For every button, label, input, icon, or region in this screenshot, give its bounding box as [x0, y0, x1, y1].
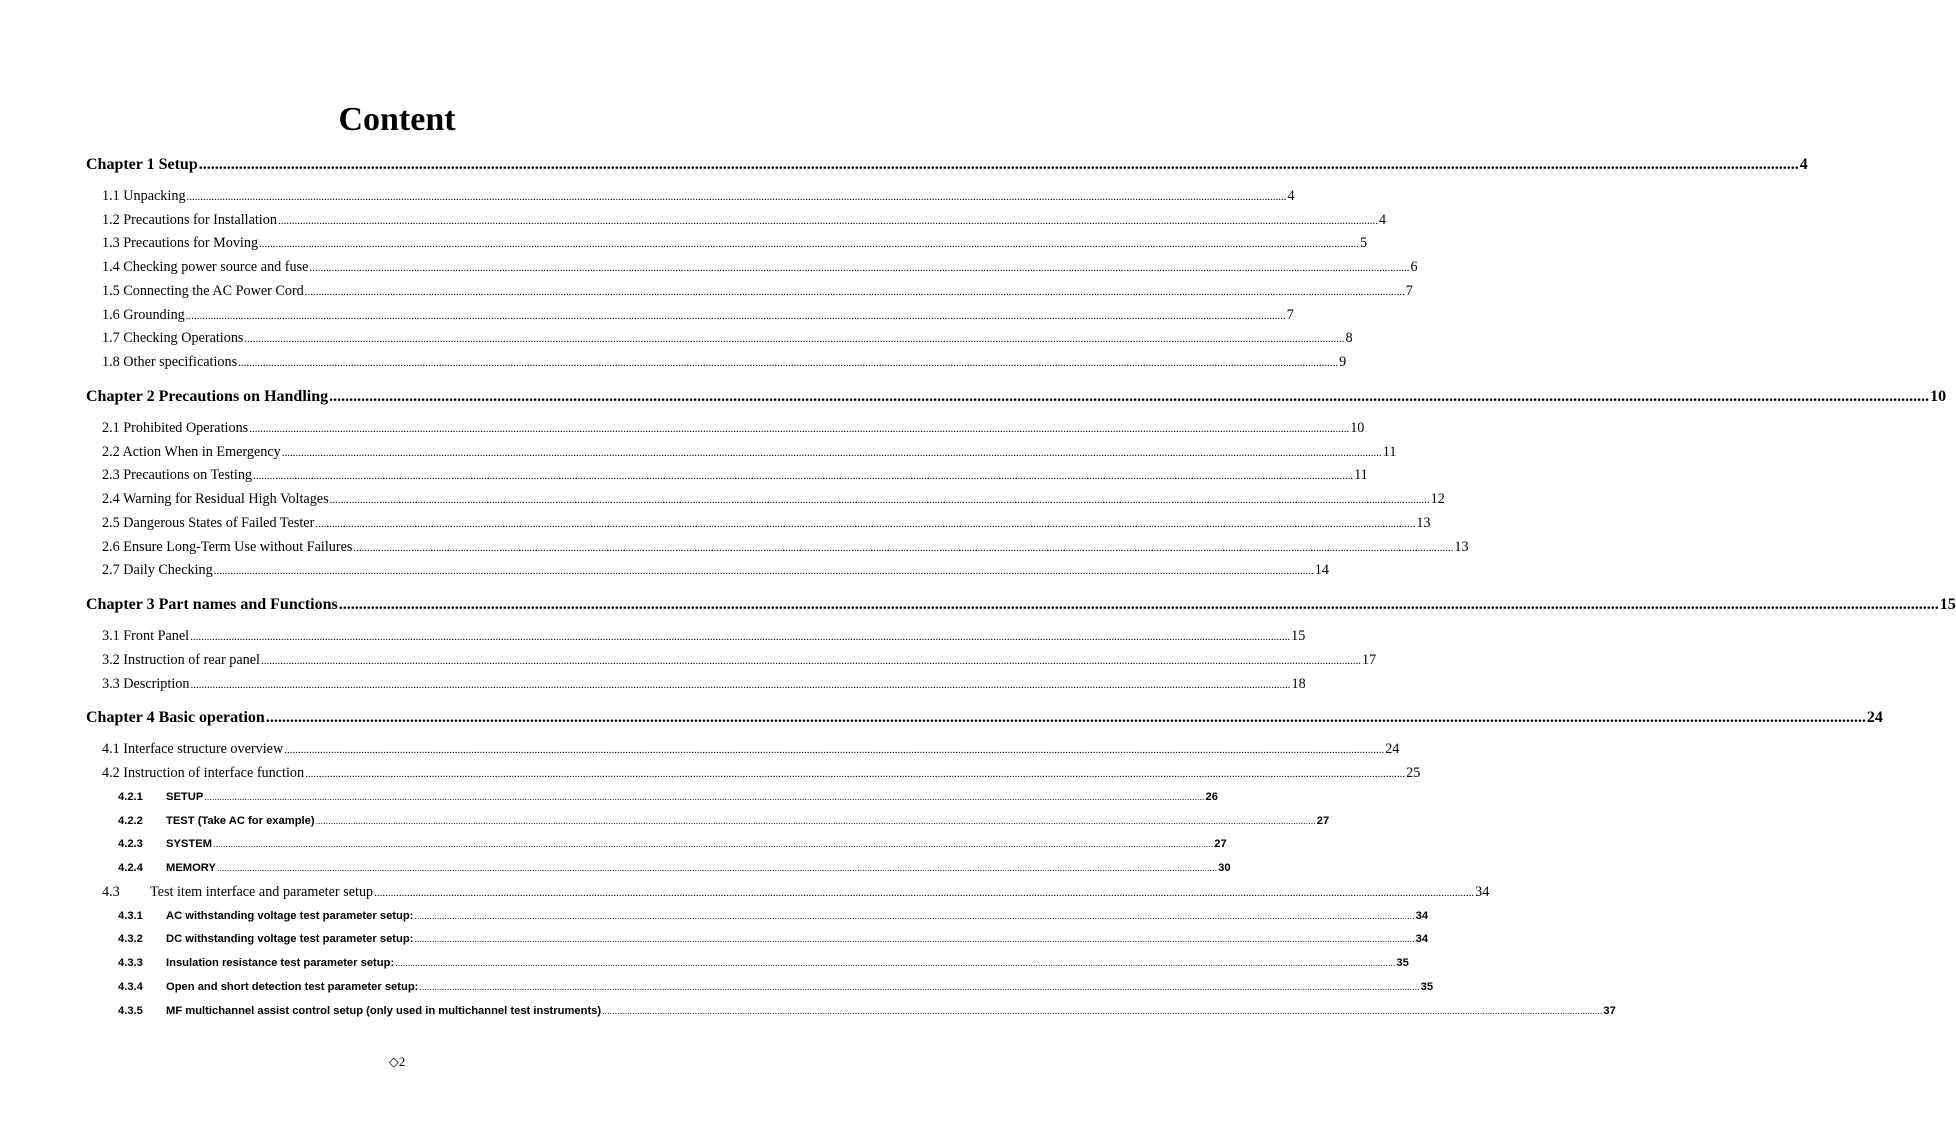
toc-section-entry[interactable] [102, 561, 1329, 580]
toc-entry-label: 2.3 Precautions on Testing [102, 467, 253, 483]
toc-page-number: 4 [1378, 212, 1387, 228]
toc-entry-title: MF multichannel assist control setup (only used in multichannel test instruments) [166, 1005, 602, 1017]
toc-page-number: 13 [1454, 539, 1469, 555]
toc-entry-label [118, 790, 203, 805]
toc-entry-label: 2.4 Warning for Residual High Voltages [102, 491, 329, 507]
toc-subsection-entry[interactable] [118, 956, 1409, 971]
toc-entry-number: 4.3.2 [118, 933, 143, 945]
toc-page-number: 10 [1350, 420, 1365, 436]
toc-page-number: 18 [1291, 676, 1306, 692]
toc-page-number: 24 [1866, 709, 1883, 726]
toc-dot-leader: ................................................................................................................................................................................................................................................................................................................................................................................................................ [185, 310, 1286, 322]
toc-subsection-entry[interactable] [118, 790, 1218, 805]
toc-entry-label: 1.6 Grounding [102, 307, 185, 323]
toc-dot-leader: ................................................................................................................................................................................................................................................................................................................................................................................................................ [284, 744, 1385, 756]
toc-entry-title: SETUP [166, 791, 204, 803]
toc-dot-leader: ................................................................................................................................................................................................................................................................................................................................................................................................................ [414, 934, 1415, 944]
toc-page-number: 35 [1420, 981, 1434, 993]
toc-entry-label [118, 980, 418, 995]
toc-dot-leader: ................................................................................................................................................................................................................................................................................................................................................................................................................ [198, 156, 1799, 173]
toc-section-entry[interactable] [102, 282, 1413, 301]
toc-entry-label: 4.2 Instruction of interface function [102, 765, 305, 781]
toc-page-number: 35 [1396, 957, 1409, 969]
toc-entry-label: 1.3 Precautions for Moving [102, 235, 259, 251]
toc-dot-leader: ................................................................................................................................................................................................................................................................................................................................................................................................................ [204, 792, 1205, 802]
toc-subsection-entry[interactable] [118, 837, 1227, 852]
toc-dot-leader: ................................................................................................................................................................................................................................................................................................................................................................................................................ [281, 447, 1382, 459]
toc-entry-label: Chapter 4 Basic operation [86, 709, 265, 726]
toc-entry-label: Chapter 3 Part names and Functions [86, 596, 338, 613]
toc-chapter-entry[interactable] [86, 708, 1883, 728]
toc-entry-title: TEST (Take AC for example) [166, 815, 315, 827]
toc-entry-label: 2.1 Prohibited Operations [102, 420, 249, 436]
toc-page-number: 15 [1939, 596, 1956, 613]
toc-entry-number: 4.3 [102, 884, 120, 900]
toc-entry-label [118, 861, 216, 876]
toc-entry-label [102, 883, 373, 901]
toc-page-number: 34 [1415, 910, 1429, 922]
toc-entry-number: 4.3.4 [118, 981, 143, 993]
toc-dot-leader: ................................................................................................................................................................................................................................................................................................................................................................................................................ [309, 262, 1410, 274]
toc-dot-leader: ................................................................................................................................................................................................................................................................................................................................................................................................................ [238, 357, 1339, 369]
toc-dot-leader: ................................................................................................................................................................................................................................................................................................................................................................................................................ [353, 542, 1454, 554]
toc-entry-label: 1.7 Checking Operations [102, 330, 244, 346]
toc-entry-label [118, 932, 413, 947]
page-title: Content [338, 101, 456, 138]
toc-page-number: 34 [1415, 933, 1429, 945]
toc-page-number: 4 [1799, 156, 1808, 173]
toc-page-number: 9 [1339, 354, 1347, 370]
toc-entry-number: 4.2.3 [118, 838, 143, 850]
toc-page-number: 17 [1361, 652, 1377, 668]
toc-dot-leader: ................................................................................................................................................................................................................................................................................................................................................................................................................ [374, 887, 1475, 899]
toc-entry-label: 1.5 Connecting the AC Power Cord [102, 283, 304, 299]
toc-dot-leader: ................................................................................................................................................................................................................................................................................................................................................................................................................ [395, 958, 1396, 968]
toc-entry-label: 2.7 Daily Checking [102, 562, 213, 578]
toc-subsection-entry[interactable] [118, 814, 1330, 829]
toc-page-number: 30 [1218, 862, 1231, 874]
toc-entry-label [118, 909, 413, 924]
toc-entry-number: 4.2.2 [118, 815, 143, 827]
toc-entry-label [118, 956, 394, 971]
toc-entry-label: 3.1 Front Panel [102, 628, 190, 644]
toc-entry-label [118, 814, 315, 829]
toc-section-entry[interactable] [102, 306, 1294, 325]
toc-section-entry[interactable] [102, 443, 1397, 462]
toc-page-number: 25 [1406, 765, 1421, 781]
toc-dot-leader: ................................................................................................................................................................................................................................................................................................................................................................................................................ [244, 333, 1345, 345]
toc-entry-label: Chapter 1 Setup [86, 156, 198, 173]
toc-page-number: 27 [1214, 838, 1227, 850]
toc-section-entry[interactable] [102, 211, 1387, 230]
toc-entry-label: 2.5 Dangerous States of Failed Tester [102, 515, 315, 531]
toc-page-number: 15 [1291, 628, 1306, 644]
toc-page-number: 11 [1382, 444, 1397, 460]
toc-page-number: 13 [1416, 515, 1431, 531]
toc-dot-leader: ................................................................................................................................................................................................................................................................................................................................................................................................................ [602, 1006, 1603, 1016]
toc-entry-title: AC withstanding voltage test parameter setup: [166, 910, 414, 922]
toc-entry-label: 1.8 Other specifications [102, 354, 238, 370]
toc-page-number: 37 [1603, 1005, 1616, 1017]
toc-page-number: 8 [1345, 330, 1353, 346]
toc-entry-title: MEMORY [166, 862, 216, 874]
toc-entry-label: 2.2 Action When in Emergency [102, 444, 281, 460]
toc-page-number: 14 [1314, 562, 1329, 578]
toc-subsection-entry[interactable] [118, 909, 1429, 924]
toc-dot-leader: ................................................................................................................................................................................................................................................................................................................................................................................................................ [249, 423, 1350, 435]
toc-entry-label: 4.1 Interface structure overview [102, 741, 284, 757]
toc-entry-label [118, 837, 212, 852]
toc-entry-label: 1.4 Checking power source and fuse [102, 259, 309, 275]
toc-page-number: 5 [1360, 235, 1368, 251]
toc-section-entry[interactable] [102, 514, 1431, 533]
toc-dot-leader: ................................................................................................................................................................................................................................................................................................................................................................................................................ [419, 982, 1420, 992]
toc-entry-number: 4.2.4 [118, 862, 143, 874]
toc-dot-leader: ................................................................................................................................................................................................................................................................................................................................................................................................................ [260, 655, 1361, 667]
toc-subsection-entry[interactable] [118, 1004, 1616, 1019]
toc-section-entry[interactable] [102, 883, 1490, 902]
toc-page-number: 24 [1385, 741, 1400, 757]
toc-dot-leader: ................................................................................................................................................................................................................................................................................................................................................................................................................ [213, 565, 1314, 577]
toc-page-number: 27 [1316, 815, 1330, 827]
toc-page-number: 12 [1430, 491, 1445, 507]
toc-page-number: 11 [1354, 467, 1368, 483]
toc-entry-label: 1.1 Unpacking [102, 188, 186, 204]
toc-section-entry[interactable] [102, 627, 1306, 646]
toc-entry-label: 2.6 Ensure Long-Term Use without Failures [102, 539, 353, 555]
toc-section-entry[interactable] [102, 740, 1400, 759]
toc-dot-leader: ................................................................................................................................................................................................................................................................................................................................................................................................................ [190, 679, 1291, 691]
toc-dot-leader: ................................................................................................................................................................................................................................................................................................................................................................................................................ [338, 596, 1939, 613]
toc-section-entry[interactable] [102, 675, 1306, 694]
toc-dot-leader: ................................................................................................................................................................................................................................................................................................................................................................................................................ [259, 238, 1360, 250]
toc-page-number: 26 [1205, 791, 1218, 803]
toc-section-entry[interactable] [102, 466, 1368, 485]
toc-section-entry[interactable] [102, 419, 1365, 438]
toc-dot-leader: ................................................................................................................................................................................................................................................................................................................................................................................................................ [186, 191, 1287, 203]
toc-entry-number: 4.3.5 [118, 1005, 143, 1017]
toc-page-number: 4 [1287, 188, 1295, 204]
toc-entry-label: 3.2 Instruction of rear panel [102, 652, 260, 668]
toc-dot-leader: ................................................................................................................................................................................................................................................................................................................................................................................................................ [213, 839, 1214, 849]
toc-section-entry[interactable] [102, 490, 1445, 509]
toc-section-entry[interactable] [102, 538, 1469, 557]
toc-section-entry[interactable] [102, 329, 1353, 348]
toc-dot-leader: ................................................................................................................................................................................................................................................................................................................................................................................................................ [315, 816, 1316, 826]
toc-page-number: 10 [1930, 388, 1947, 405]
toc-subsection-entry[interactable] [118, 980, 1434, 995]
toc-dot-leader: ................................................................................................................................................................................................................................................................................................................................................................................................................ [216, 863, 1218, 873]
toc-entry-label: 3.3 Description [102, 676, 190, 692]
toc-section-entry[interactable] [102, 187, 1295, 206]
toc-subsection-entry[interactable] [118, 932, 1429, 947]
toc-section-entry[interactable] [102, 353, 1347, 372]
toc-dot-leader: ................................................................................................................................................................................................................................................................................................................................................................................................................ [329, 494, 1430, 506]
toc-section-entry[interactable] [102, 234, 1368, 253]
toc-chapter-entry[interactable] [86, 387, 1947, 407]
toc-entry-title: Open and short detection test parameter setup: [166, 981, 419, 993]
toc-dot-leader: ................................................................................................................................................................................................................................................................................................................................................................................................................ [190, 631, 1291, 643]
toc-dot-leader: ................................................................................................................................................................................................................................................................................................................................................................................................................ [305, 768, 1406, 780]
toc-entry-title: DC withstanding voltage test parameter setup: [166, 933, 414, 945]
toc-dot-leader: ................................................................................................................................................................................................................................................................................................................................................................................................................ [253, 470, 1354, 482]
toc-entry-title: Insulation resistance test parameter setup: [166, 957, 395, 969]
toc-chapter-entry[interactable] [86, 155, 1808, 175]
toc-page-number: 7 [1286, 307, 1294, 323]
toc-dot-leader: ................................................................................................................................................................................................................................................................................................................................................................................................................ [265, 709, 1866, 726]
toc-entry-title: Test item interface and parameter setup [150, 884, 374, 900]
toc-page-number: 34 [1475, 884, 1490, 900]
toc-entry-number: 4.3.3 [118, 957, 143, 969]
toc-dot-leader: ................................................................................................................................................................................................................................................................................................................................................................................................................ [315, 518, 1416, 530]
toc-subsection-entry[interactable] [118, 861, 1231, 876]
toc-dot-leader: ................................................................................................................................................................................................................................................................................................................................................................................................................ [277, 215, 1378, 227]
toc-entry-number: 4.2.1 [118, 791, 143, 803]
toc-chapter-entry[interactable] [86, 595, 1956, 615]
toc-dot-leader: ................................................................................................................................................................................................................................................................................................................................................................................................................ [414, 911, 1415, 921]
toc-entry-label: Chapter 2 Precautions on Handling [86, 388, 329, 405]
toc-entry-label [118, 1004, 601, 1019]
toc-section-entry[interactable] [102, 764, 1421, 783]
toc-page-number: 6 [1410, 259, 1418, 275]
toc-section-entry[interactable] [102, 651, 1377, 670]
toc-entry-title: SYSTEM [166, 838, 213, 850]
toc-dot-leader: ................................................................................................................................................................................................................................................................................................................................................................................................................ [304, 286, 1405, 298]
toc-dot-leader: ................................................................................................................................................................................................................................................................................................................................................................................................................ [329, 388, 1930, 405]
toc-section-entry[interactable] [102, 258, 1418, 277]
toc-page-number: 7 [1405, 283, 1413, 299]
toc-entry-number: 4.3.1 [118, 910, 143, 922]
toc-entry-label: 1.2 Precautions for Installation [102, 212, 277, 228]
page-number: ◇2 [388, 1054, 406, 1069]
